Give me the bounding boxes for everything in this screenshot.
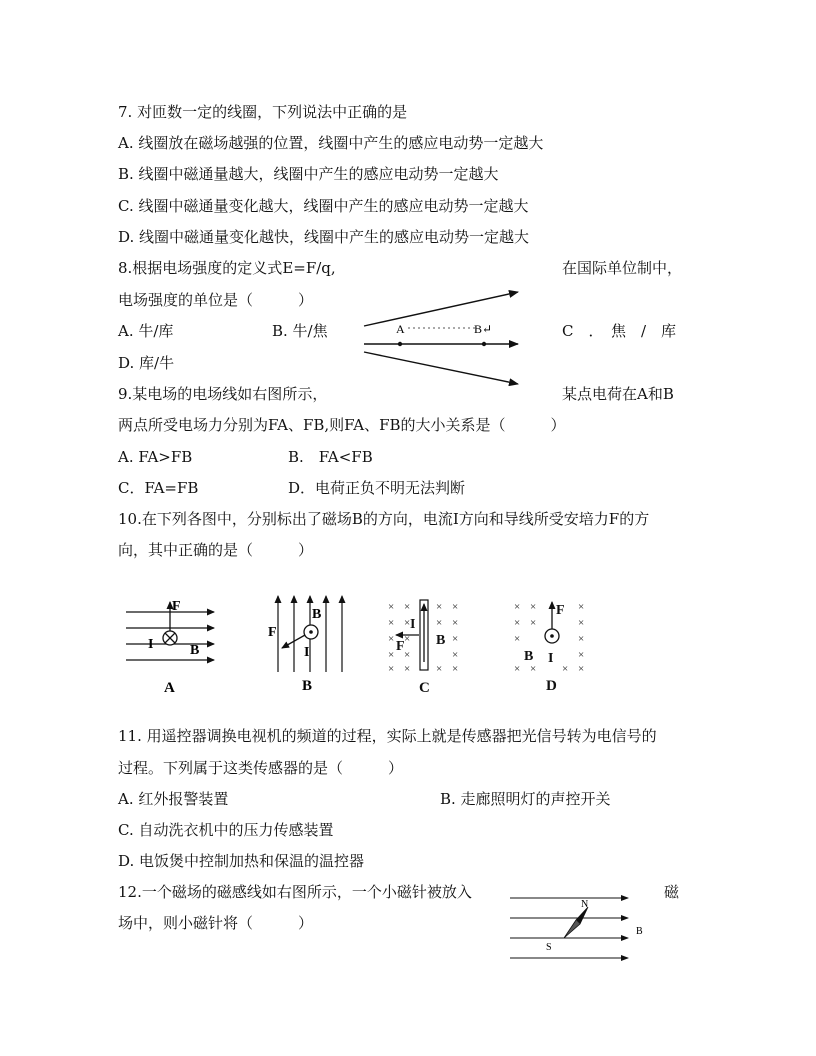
svg-text:×: ×: [452, 601, 459, 613]
q8-stem-line2: 电场强度的单位是（ ）: [118, 291, 314, 309]
q8-stem-right: 在国际单位制中，: [562, 259, 683, 277]
svg-text:×: ×: [388, 601, 395, 613]
svg-text:×: ×: [530, 601, 537, 613]
figure-c-b-label: B: [436, 633, 446, 648]
svg-text:×: ×: [514, 617, 521, 629]
electric-field-figure: [358, 282, 526, 390]
q7-option-c: C. 线圈中磁通量变化越大，线圈中产生的感应电动势一定越大: [118, 197, 529, 215]
figure-c-i-label: I: [410, 617, 416, 632]
figure-b-b-label: B: [312, 607, 322, 622]
svg-text:×: ×: [436, 663, 443, 675]
north-label: N: [581, 899, 589, 910]
point-b-label: B↵: [474, 322, 493, 336]
south-label: S: [546, 942, 552, 953]
q7-option-a: A. 线圈放在磁场越强的位置，线圈中产生的感应电动势一定越大: [118, 134, 544, 152]
svg-text:×: ×: [578, 633, 585, 645]
q11-option-b: B. 走廊照明灯的声控开关: [440, 790, 611, 808]
figure-b-caption: B: [302, 678, 313, 694]
q8-option-d: D. 库/牛: [118, 354, 175, 372]
q12-stem-left: 12.一个磁场的磁感线如右图所示，一个小磁针被放入: [118, 883, 472, 901]
q11-stem-line2: 过程。下列属于这类传感器的是（ ）: [118, 759, 404, 777]
q11-option-d: D. 电饭煲中控制加热和保温的温控器: [118, 852, 365, 870]
q10-stem-line1: 10.在下列各图中，分别标出了磁场B的方向，电流I方向和导线所受安培力F的方: [118, 510, 650, 528]
figure-a: [126, 599, 214, 696]
q11-stem-line1: 11. 用遥控器调换电视机的频道的过程，实际上就是传感器把光信号转为电信号的: [118, 727, 657, 745]
figure-a-b-label: B: [190, 643, 200, 658]
q11-option-c: C. 自动洗衣机中的压力传感装置: [118, 821, 334, 839]
figure-b-i-label: I: [304, 645, 310, 660]
svg-text:×: ×: [452, 649, 459, 661]
q9-option-d: D．电荷正负不明无法判断: [288, 479, 466, 497]
svg-text:×: ×: [530, 663, 537, 675]
svg-text:×: ×: [578, 663, 585, 675]
point-a-dot: [398, 342, 402, 346]
svg-text:×: ×: [404, 633, 411, 645]
figure-d: [514, 601, 584, 694]
svg-text:×: ×: [578, 601, 585, 613]
ampere-force-figures: [118, 590, 598, 700]
figure-a-i-label: I: [148, 637, 154, 652]
svg-text:×: ×: [514, 601, 521, 613]
svg-text:×: ×: [436, 601, 443, 613]
svg-text:×: ×: [514, 663, 521, 675]
svg-text:×: ×: [404, 649, 411, 661]
figure-b: [268, 596, 342, 694]
magnetic-field-figure: [508, 888, 658, 966]
q9-option-c: C．FA=FB: [118, 479, 199, 497]
q9-option-a: A. FA>FB: [118, 448, 193, 466]
svg-text:×: ×: [452, 617, 459, 629]
figure-c-caption: C: [419, 680, 430, 696]
field-b-label: B: [636, 926, 643, 937]
figure-b-f-label: F: [268, 625, 277, 640]
q7-option-b: B. 线圈中磁通量越大，线圈中产生的感应电动势一定越大: [118, 165, 499, 183]
q7-stem: 7. 对匝数一定的线圈，下列说法中正确的是: [118, 103, 408, 121]
svg-text:×: ×: [388, 633, 395, 645]
svg-text:×: ×: [388, 649, 395, 661]
svg-text:×: ×: [388, 663, 395, 675]
figure-d-i-label: I: [548, 651, 554, 666]
svg-text:×: ×: [404, 601, 411, 613]
field-line-bottom: [364, 352, 518, 384]
svg-text:×: ×: [436, 617, 443, 629]
q8-option-c: C ． 焦 / 库: [562, 322, 677, 340]
figure-c-f-label: F: [396, 639, 405, 654]
svg-text:×: ×: [530, 617, 537, 629]
q9-stem-line2: 两点所受电场力分别为FA、FB,则FA、FB的大小关系是（ ）: [118, 416, 566, 434]
svg-text:×: ×: [404, 663, 411, 675]
q9-stem-left: 9.某电场的电场线如右图所示，: [118, 385, 328, 403]
q12-stem-line2: 场中，则小磁针将（ ）: [118, 914, 314, 932]
svg-text:×: ×: [404, 617, 411, 629]
q10-stem-line2: 向，其中正确的是（ ）: [118, 541, 314, 559]
q7-option-d: D. 线圈中磁通量变化越快，线圈中产生的感应电动势一定越大: [118, 228, 530, 246]
svg-text:×: ×: [452, 663, 459, 675]
q11-option-a: A. 红外报警装置: [118, 790, 229, 808]
figure-a-f-label: F: [172, 599, 181, 614]
figure-d-b-label: B: [524, 649, 534, 664]
svg-text:×: ×: [578, 649, 585, 661]
svg-text:×: ×: [562, 663, 569, 675]
figure-a-caption: A: [164, 680, 175, 696]
q8-option-a: A. 牛/库: [118, 322, 174, 340]
figure-d-caption: D: [546, 678, 557, 694]
q9-stem-right: 某点电荷在A和B: [562, 385, 674, 403]
svg-text:×: ×: [388, 617, 395, 629]
svg-text:×: ×: [514, 633, 521, 645]
q12-stem-right: 磁: [664, 883, 680, 901]
field-line-top: [364, 292, 518, 326]
point-b-dot: [482, 342, 486, 346]
q8-option-b: B. 牛/焦: [272, 322, 328, 340]
figure-d-f-label: F: [556, 603, 565, 618]
figure-c: [388, 600, 458, 696]
svg-text:×: ×: [452, 633, 459, 645]
q8-stem-left: 8.根据电场强度的定义式E=F/q,: [118, 259, 336, 277]
q9-option-b: B. FA<FB: [288, 448, 373, 466]
svg-text:×: ×: [578, 617, 585, 629]
point-a-label: A: [396, 322, 405, 336]
